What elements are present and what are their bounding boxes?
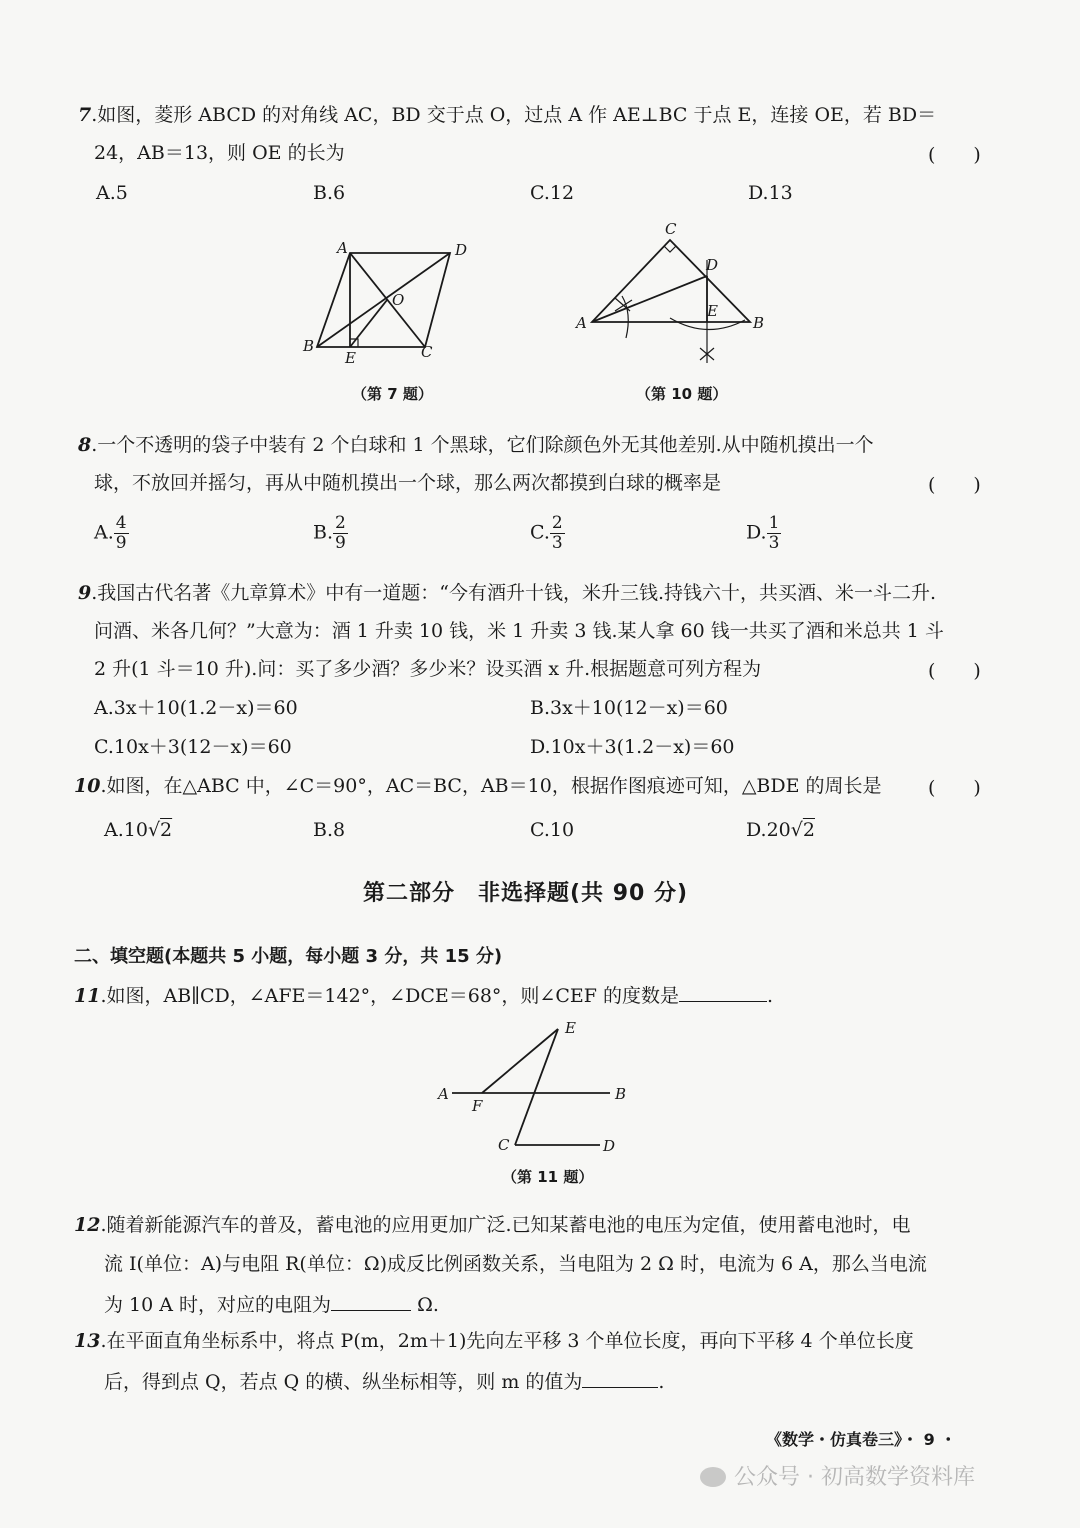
q8-text: .一个不透明的袋子中装有 2 个白球和 1 个黑球，它们除颜色外无其他差别.从中随机摸出一个 — [91, 434, 874, 456]
q11-number: 11 — [74, 985, 101, 1007]
q7-answer-paren: ( ) — [928, 144, 981, 166]
q8-option-c-label: C. — [530, 521, 550, 544]
q8-option-d-label: D. — [746, 521, 767, 544]
radicand: 2 — [802, 819, 815, 841]
q7-line2: 24，AB＝13，则 OE 的长为 — [94, 142, 345, 164]
label-e: E — [565, 1019, 576, 1037]
label-o: O — [392, 291, 405, 309]
q10-answer-paren: ( ) — [928, 777, 981, 799]
q7-option-c: C.12 — [530, 182, 575, 204]
q13-line1 — [74, 1328, 914, 1354]
q13-line2 — [104, 1367, 664, 1395]
q9-line1 — [78, 580, 936, 606]
denominator: 3 — [768, 533, 780, 553]
q10-option-a — [104, 817, 172, 843]
q11-text: .如图，AB∥CD，∠AFE＝142°，∠DCE＝68°，则∠CEF 的度数是 — [100, 985, 679, 1007]
q8-line2: 球，不放回并摇匀，再从中随机摸出一个球，那么两次都摸到白球的概率是 — [94, 472, 722, 494]
q10-option-d — [746, 817, 815, 843]
watermark-text: 公众号 · 初高数学资料库 — [734, 1465, 975, 1490]
q7-option-d: D.13 — [748, 182, 793, 204]
q10-option-b — [313, 817, 345, 843]
option-text: B.8 — [313, 819, 346, 841]
segment-oe — [350, 300, 387, 347]
label-a: A — [438, 1085, 449, 1103]
q13-text: .在平面直角坐标系中，将点 P(m，2m＋1)先向左平移 3 个单位长度，再向下平移 4 个单位长度 — [100, 1330, 914, 1352]
q8-number: 8 — [78, 434, 92, 456]
numerator: 2 — [551, 513, 563, 533]
label-c: C — [421, 343, 433, 361]
label-c: C — [498, 1136, 510, 1154]
q13-answer-blank[interactable] — [582, 1367, 658, 1388]
q12-text: .随着新能源汽车的普及，蓄电池的应用更加广泛.已知某蓄电池的电压为定值，使用蓄电池时，电 — [100, 1214, 911, 1236]
q8-option-d — [746, 514, 781, 553]
q7-option-a: A.5 — [96, 182, 128, 204]
sqrt-sign: √ — [790, 819, 803, 841]
option-text: D.20 — [746, 819, 791, 841]
label-e: E — [345, 349, 356, 367]
q11-figure — [430, 1015, 640, 1160]
q13-number: 13 — [74, 1330, 101, 1352]
radicand: 2 — [160, 819, 173, 841]
q9-number: 9 — [78, 582, 92, 604]
q12-line3-unit: Ω. — [411, 1294, 439, 1316]
q7-number: 7 — [78, 104, 92, 126]
fill-blank-heading: 二、填空题(本题共 5 小题，每小题 3 分，共 15 分) — [74, 946, 503, 967]
q8-option-b-fraction — [333, 514, 348, 553]
label-a: A — [576, 314, 587, 332]
triangle-abc — [592, 240, 750, 322]
numerator: 1 — [768, 513, 780, 533]
arc-bisector-1 — [622, 296, 628, 338]
q9-option-d: D.10x＋3(1.2－x)＝60 — [530, 736, 735, 758]
page-footer: 《数学・仿真卷三》・ 9 ・ — [766, 1430, 957, 1449]
label-b: B — [615, 1085, 627, 1103]
q9-text: .我国古代名著《九章算术》中有一道题：“今有酒升十钱，米升三钱.持钱六十，共买酒、米一斗二升. — [91, 582, 937, 604]
q7-text: .如图，菱形 ABCD 的对角线 AC，BD 交于点 O，过点 A 作 AE⊥BC 于点 E，连接 OE，若 BD＝ — [91, 104, 937, 126]
q10-caption: （第 10 题） — [636, 385, 728, 403]
diagonal-bd — [317, 253, 450, 347]
q8-option-d-fraction — [767, 514, 782, 553]
q7-caption: （第 7 题） — [352, 385, 433, 403]
label-d: D — [706, 256, 719, 274]
numerator: 2 — [335, 513, 346, 533]
sqrt-sign: √ — [147, 819, 161, 841]
q8-option-a-label: A. — [94, 521, 114, 544]
option-text: C.10 — [530, 819, 575, 841]
segment-ad — [592, 276, 707, 322]
q8-line1 — [78, 432, 874, 458]
q8-option-a — [94, 514, 129, 553]
q9-option-c: C.10x＋3(12－x)＝60 — [94, 736, 292, 758]
section-title: 第二部分 非选择题(共 90 分) — [363, 881, 689, 906]
q11-end: . — [766, 985, 774, 1007]
option-text: A.10 — [104, 819, 148, 841]
q9-option-b: B.3x＋10(12－x)＝60 — [530, 697, 728, 719]
q12-line2: 流 I(单位：A)与电阻 R(单位：Ω)成反比例函数关系，当电阻为 2 Ω 时，电流为 6 A，那么当电流 — [104, 1253, 927, 1275]
q10-line1 — [74, 773, 882, 799]
label-d: D — [455, 241, 468, 259]
q11-answer-blank[interactable] — [679, 981, 767, 1002]
q8-option-a-fraction — [114, 514, 129, 553]
q8-option-b-label: B. — [313, 521, 334, 544]
label-e: E — [707, 302, 718, 320]
numerator: 4 — [115, 513, 127, 533]
q12-number: 12 — [74, 1214, 101, 1236]
q7-option-b: B.6 — [313, 182, 346, 204]
q10-text: .如图，在△ABC 中，∠C＝90°，AC＝BC，AB＝10，根据作图痕迹可知，△BDE 的周长是 — [100, 775, 882, 797]
label-a: A — [337, 239, 348, 257]
label-b: B — [753, 314, 765, 332]
q10-option-c — [530, 817, 574, 843]
q8-option-c — [530, 514, 565, 553]
q9-option-a: A.3x＋10(1.2－x)＝60 — [94, 697, 298, 719]
q11-line1 — [74, 981, 773, 1009]
q9-line2: 问酒、米各几何？”大意为：酒 1 升卖 10 钱，米 1 升卖 3 钱.某人拿 60 钱一共买了酒和米总共 1 斗 — [94, 620, 944, 642]
label-d: D — [603, 1137, 616, 1155]
q8-option-c-fraction — [550, 514, 565, 553]
q10-triangle-figure — [570, 218, 770, 368]
watermark — [700, 1460, 975, 1491]
q8-option-b — [313, 514, 348, 553]
wechat-icon — [700, 1467, 726, 1487]
q7-rhombus-figure — [295, 235, 485, 375]
q9-answer-paren: ( ) — [928, 660, 981, 682]
denominator: 3 — [551, 533, 563, 553]
q13-line2-text: 后，得到点 Q，若点 Q 的横、纵坐标相等，则 m 的值为 — [104, 1371, 583, 1393]
q7-line1 — [78, 102, 936, 128]
q12-line3 — [104, 1290, 439, 1318]
q8-answer-paren: ( ) — [928, 474, 981, 496]
q9-line3: 2 升(1 斗＝10 升).问：买了多少酒？多少米？设买酒 x 升.根据题意可列方程为 — [94, 658, 762, 680]
q10-number: 10 — [74, 775, 101, 797]
q13-end: . — [658, 1371, 665, 1393]
right-angle-mark-c — [664, 246, 676, 252]
denominator: 9 — [335, 533, 346, 553]
q12-line3-text: 为 10 A 时，对应的电阻为 — [104, 1294, 332, 1316]
label-c: C — [665, 220, 677, 238]
label-b: B — [303, 337, 315, 355]
q12-answer-blank[interactable] — [331, 1290, 411, 1311]
label-f: F — [472, 1097, 483, 1115]
q12-line1 — [74, 1212, 911, 1238]
denominator: 9 — [115, 533, 127, 553]
q11-caption: （第 11 题） — [502, 1168, 594, 1186]
